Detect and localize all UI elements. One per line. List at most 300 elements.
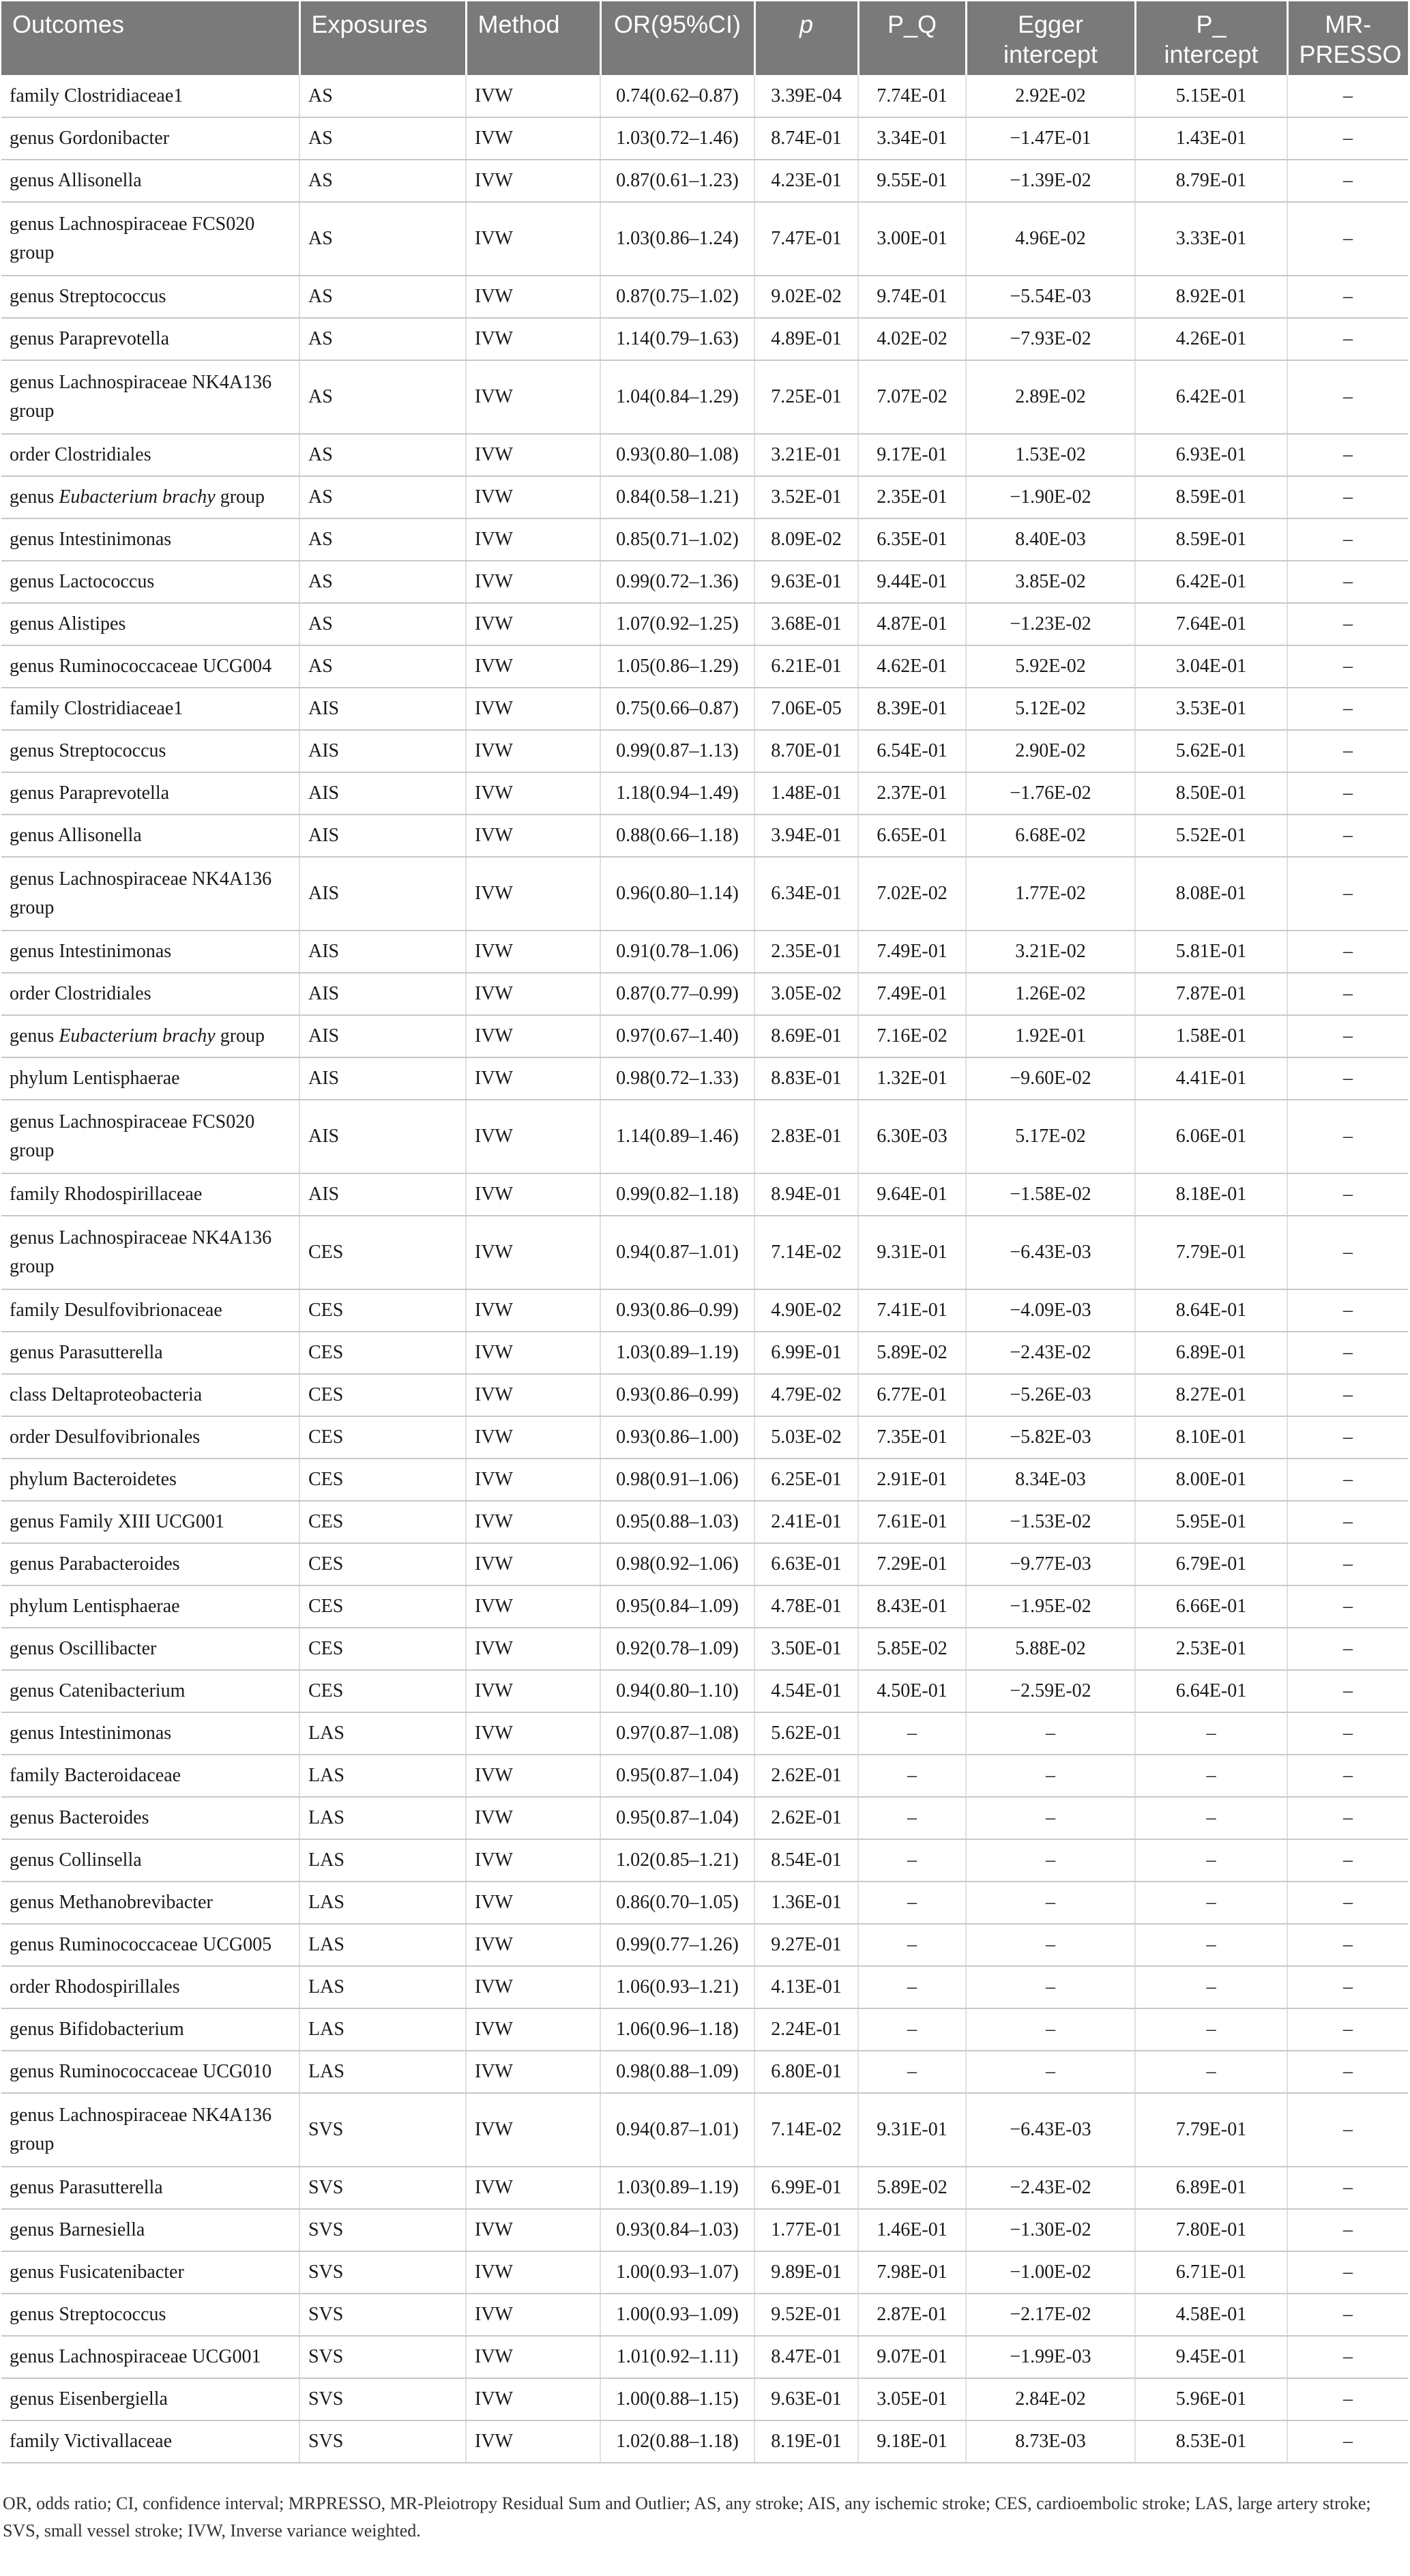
col-header-p-intercept: P_ intercept xyxy=(1135,1,1287,75)
cell-p-intercept: 6.66E-01 xyxy=(1135,1585,1287,1628)
cell-p-q: 2.91E-01 xyxy=(858,1459,966,1501)
cell-mr-presso: – xyxy=(1287,1289,1408,1332)
cell-mr-presso: – xyxy=(1287,1966,1408,2008)
cell-or-ci: 1.03(0.86–1.24) xyxy=(600,202,754,276)
cell-mr-presso: – xyxy=(1287,202,1408,276)
cell-or-ci: 1.14(0.79–1.63) xyxy=(600,318,754,360)
cell-method: IVW xyxy=(466,202,600,276)
cell-exposure: AIS xyxy=(299,730,466,772)
cell-or-ci: 0.94(0.80–1.10) xyxy=(600,1670,754,1712)
cell-exposure: LAS xyxy=(299,2008,466,2051)
table-row xyxy=(1,1670,1408,1712)
cell-method: IVW xyxy=(466,1924,600,1966)
cell-p-value: 4.79E-02 xyxy=(754,1374,858,1416)
cell-method: IVW xyxy=(466,2051,600,2093)
cell-p-q: 4.02E-02 xyxy=(858,318,966,360)
cell-mr-presso: – xyxy=(1287,2336,1408,2378)
cell-p-q: 2.87E-01 xyxy=(858,2294,966,2336)
cell-or-ci: 0.98(0.88–1.09) xyxy=(600,2051,754,2093)
table-row xyxy=(1,2336,1408,2378)
cell-outcome: genus Streptococcus xyxy=(1,2294,299,2336)
cell-p-value: 9.52E-01 xyxy=(754,2294,858,2336)
cell-or-ci: 0.95(0.88–1.03) xyxy=(600,1501,754,1543)
cell-method: IVW xyxy=(466,1839,600,1882)
cell-p-value: 1.77E-01 xyxy=(754,2209,858,2251)
cell-method: IVW xyxy=(466,815,600,857)
table-row xyxy=(1,2251,1408,2294)
cell-p-value: 8.74E-01 xyxy=(754,117,858,160)
cell-p-intercept: – xyxy=(1135,1839,1287,1882)
cell-exposure: SVS xyxy=(299,2420,466,2463)
cell-outcome: genus Lachnospiraceae UCG001 xyxy=(1,2336,299,2378)
cell-outcome: order Clostridiales xyxy=(1,434,299,476)
cell-exposure: AIS xyxy=(299,1100,466,1173)
cell-exposure: AIS xyxy=(299,772,466,815)
table-row xyxy=(1,931,1408,973)
cell-p-q: 7.07E-02 xyxy=(858,360,966,434)
cell-mr-presso: – xyxy=(1287,1459,1408,1501)
cell-egger-intercept: – xyxy=(966,2008,1135,2051)
cell-mr-presso: – xyxy=(1287,518,1408,561)
table-row xyxy=(1,202,1408,276)
cell-mr-presso: – xyxy=(1287,1924,1408,1966)
cell-p-q: 3.00E-01 xyxy=(858,202,966,276)
cell-exposure: AS xyxy=(299,318,466,360)
cell-egger-intercept: 2.92E-02 xyxy=(966,75,1135,117)
cell-p-intercept: – xyxy=(1135,1755,1287,1797)
cell-exposure: AIS xyxy=(299,931,466,973)
cell-exposure: LAS xyxy=(299,1966,466,2008)
cell-or-ci: 0.93(0.86–1.00) xyxy=(600,1416,754,1459)
col-header-p-text: p xyxy=(799,10,814,38)
cell-p-intercept: – xyxy=(1135,1966,1287,2008)
cell-outcome: phylum Bacteroidetes xyxy=(1,1459,299,1501)
cell-or-ci: 0.87(0.75–1.02) xyxy=(600,276,754,318)
table-row xyxy=(1,1712,1408,1755)
col-header-or: OR(95%CI) xyxy=(600,1,754,75)
cell-or-ci: 1.18(0.94–1.49) xyxy=(600,772,754,815)
cell-egger-intercept: 1.77E-02 xyxy=(966,857,1135,931)
col-header-mr-presso: MR-PRESSO xyxy=(1287,1,1408,75)
cell-p-value: 4.54E-01 xyxy=(754,1670,858,1712)
cell-p-intercept: 7.79E-01 xyxy=(1135,1216,1287,1289)
cell-p-q: 9.44E-01 xyxy=(858,561,966,603)
cell-p-value: 5.62E-01 xyxy=(754,1712,858,1755)
cell-exposure: AS xyxy=(299,645,466,688)
cell-method: IVW xyxy=(466,476,600,518)
cell-egger-intercept: −1.39E-02 xyxy=(966,160,1135,202)
cell-outcome: genus Fusicatenibacter xyxy=(1,2251,299,2294)
cell-mr-presso: – xyxy=(1287,1712,1408,1755)
cell-mr-presso: – xyxy=(1287,2294,1408,2336)
cell-or-ci: 0.98(0.92–1.06) xyxy=(600,1543,754,1585)
cell-p-value: 7.47E-01 xyxy=(754,202,858,276)
cell-p-intercept: 6.64E-01 xyxy=(1135,1670,1287,1712)
cell-p-intercept: – xyxy=(1135,1882,1287,1924)
cell-p-q: – xyxy=(858,1966,966,2008)
cell-or-ci: 1.04(0.84–1.29) xyxy=(600,360,754,434)
cell-p-intercept: 8.92E-01 xyxy=(1135,276,1287,318)
cell-egger-intercept: −9.77E-03 xyxy=(966,1543,1135,1585)
cell-mr-presso: – xyxy=(1287,1797,1408,1839)
cell-p-intercept: 4.58E-01 xyxy=(1135,2294,1287,2336)
cell-p-q: 9.64E-01 xyxy=(858,1173,966,1216)
cell-mr-presso: – xyxy=(1287,973,1408,1015)
cell-egger-intercept: −2.43E-02 xyxy=(966,1332,1135,1374)
cell-outcome: genus Paraprevotella xyxy=(1,318,299,360)
table-row xyxy=(1,1416,1408,1459)
cell-p-value: 6.34E-01 xyxy=(754,857,858,931)
cell-exposure: CES xyxy=(299,1585,466,1628)
cell-p-intercept: – xyxy=(1135,2008,1287,2051)
cell-p-intercept: 6.89E-01 xyxy=(1135,1332,1287,1374)
cell-or-ci: 0.87(0.61–1.23) xyxy=(600,160,754,202)
cell-mr-presso: – xyxy=(1287,117,1408,160)
col-header-outcomes: Outcomes xyxy=(1,1,299,75)
cell-p-intercept: 6.71E-01 xyxy=(1135,2251,1287,2294)
cell-p-value: 2.41E-01 xyxy=(754,1501,858,1543)
cell-method: IVW xyxy=(466,1755,600,1797)
cell-method: IVW xyxy=(466,1882,600,1924)
table-row xyxy=(1,730,1408,772)
cell-p-value: 4.78E-01 xyxy=(754,1585,858,1628)
cell-exposure: SVS xyxy=(299,2251,466,2294)
cell-mr-presso: – xyxy=(1287,2093,1408,2167)
cell-or-ci: 0.87(0.77–0.99) xyxy=(600,973,754,1015)
cell-p-intercept: 4.26E-01 xyxy=(1135,318,1287,360)
cell-or-ci: 0.95(0.87–1.04) xyxy=(600,1755,754,1797)
cell-or-ci: 0.95(0.87–1.04) xyxy=(600,1797,754,1839)
cell-p-q: 5.85E-02 xyxy=(858,1628,966,1670)
cell-outcome: genus Bacteroides xyxy=(1,1797,299,1839)
cell-p-q: – xyxy=(858,2051,966,2093)
cell-exposure: AS xyxy=(299,160,466,202)
cell-exposure: AIS xyxy=(299,1015,466,1057)
cell-p-value: 8.69E-01 xyxy=(754,1015,858,1057)
cell-method: IVW xyxy=(466,973,600,1015)
cell-mr-presso: – xyxy=(1287,1057,1408,1100)
cell-or-ci: 1.02(0.88–1.18) xyxy=(600,2420,754,2463)
cell-p-q: 9.55E-01 xyxy=(858,160,966,202)
cell-egger-intercept: −1.90E-02 xyxy=(966,476,1135,518)
cell-egger-intercept: 8.73E-03 xyxy=(966,2420,1135,2463)
table-row xyxy=(1,434,1408,476)
cell-p-value: 8.19E-01 xyxy=(754,2420,858,2463)
cell-p-q: 4.50E-01 xyxy=(858,1670,966,1712)
table-row xyxy=(1,1543,1408,1585)
cell-p-value: 6.25E-01 xyxy=(754,1459,858,1501)
cell-p-q: 6.54E-01 xyxy=(858,730,966,772)
cell-p-intercept: 6.93E-01 xyxy=(1135,434,1287,476)
cell-p-intercept: 8.50E-01 xyxy=(1135,772,1287,815)
cell-exposure: CES xyxy=(299,1216,466,1289)
cell-p-value: 8.47E-01 xyxy=(754,2336,858,2378)
cell-p-intercept: 7.80E-01 xyxy=(1135,2209,1287,2251)
table-row xyxy=(1,645,1408,688)
cell-outcome: genus Eubacterium brachy group xyxy=(1,476,299,518)
cell-outcome: phylum Lentisphaerae xyxy=(1,1057,299,1100)
cell-exposure: AIS xyxy=(299,973,466,1015)
cell-p-intercept: 6.79E-01 xyxy=(1135,1543,1287,1585)
cell-p-q: 6.30E-03 xyxy=(858,1100,966,1173)
cell-exposure: SVS xyxy=(299,2209,466,2251)
cell-egger-intercept: −1.23E-02 xyxy=(966,603,1135,645)
cell-p-value: 7.14E-02 xyxy=(754,2093,858,2167)
cell-p-intercept: 8.59E-01 xyxy=(1135,518,1287,561)
cell-p-intercept: 2.53E-01 xyxy=(1135,1628,1287,1670)
cell-egger-intercept: −1.53E-02 xyxy=(966,1501,1135,1543)
cell-p-q: 6.77E-01 xyxy=(858,1374,966,1416)
cell-outcome: genus Catenibacterium xyxy=(1,1670,299,1712)
table-row xyxy=(1,318,1408,360)
cell-p-q: 8.43E-01 xyxy=(858,1585,966,1628)
cell-p-intercept: 7.64E-01 xyxy=(1135,603,1287,645)
cell-p-intercept: 6.42E-01 xyxy=(1135,360,1287,434)
cell-method: IVW xyxy=(466,117,600,160)
cell-p-intercept: 8.08E-01 xyxy=(1135,857,1287,931)
cell-mr-presso: – xyxy=(1287,603,1408,645)
cell-method: IVW xyxy=(466,645,600,688)
table-footnote: OR, odds ratio; CI, confidence interval; MRPRESSO, MR-Pleiotropy Residual Sum and Outlier; AS, any stroke; AIS, any ischemic stroke; CES, cardioembolic stroke; LAS, large artery stroke; SVS, small vessel stroke; IVW, Inverse variance weighted. xyxy=(3,2493,1371,2541)
cell-outcome: genus Lachnospiraceae FCS020 group xyxy=(1,1100,299,1173)
cell-exposure: AS xyxy=(299,434,466,476)
cell-exposure: LAS xyxy=(299,1839,466,1882)
cell-p-q: 4.87E-01 xyxy=(858,603,966,645)
cell-or-ci: 0.94(0.87–1.01) xyxy=(600,2093,754,2167)
cell-mr-presso: – xyxy=(1287,1216,1408,1289)
cell-method: IVW xyxy=(466,1374,600,1416)
cell-egger-intercept: 8.40E-03 xyxy=(966,518,1135,561)
cell-or-ci: 0.94(0.87–1.01) xyxy=(600,1216,754,1289)
cell-or-ci: 1.06(0.93–1.21) xyxy=(600,1966,754,2008)
table-row xyxy=(1,1628,1408,1670)
cell-method: IVW xyxy=(466,518,600,561)
cell-egger-intercept: −1.99E-03 xyxy=(966,2336,1135,2378)
cell-p-intercept: 7.87E-01 xyxy=(1135,973,1287,1015)
cell-or-ci: 0.93(0.84–1.03) xyxy=(600,2209,754,2251)
cell-or-ci: 0.98(0.72–1.33) xyxy=(600,1057,754,1100)
cell-method: IVW xyxy=(466,276,600,318)
cell-p-value: 2.35E-01 xyxy=(754,931,858,973)
cell-or-ci: 0.92(0.78–1.09) xyxy=(600,1628,754,1670)
cell-outcome: genus Lachnospiraceae FCS020 group xyxy=(1,202,299,276)
cell-p-intercept: 6.89E-01 xyxy=(1135,2167,1287,2209)
cell-mr-presso: – xyxy=(1287,1755,1408,1797)
cell-mr-presso: – xyxy=(1287,1628,1408,1670)
cell-or-ci: 0.93(0.86–0.99) xyxy=(600,1289,754,1332)
cell-egger-intercept: – xyxy=(966,1966,1135,2008)
cell-p-q: – xyxy=(858,1712,966,1755)
cell-outcome: genus Barnesiella xyxy=(1,2209,299,2251)
cell-p-value: 2.62E-01 xyxy=(754,1797,858,1839)
table-row xyxy=(1,1289,1408,1332)
cell-p-q: 1.46E-01 xyxy=(858,2209,966,2251)
cell-exposure: CES xyxy=(299,1416,466,1459)
cell-p-intercept: 5.81E-01 xyxy=(1135,931,1287,973)
cell-exposure: LAS xyxy=(299,1924,466,1966)
cell-p-q: 3.05E-01 xyxy=(858,2378,966,2420)
cell-p-intercept: 8.00E-01 xyxy=(1135,1459,1287,1501)
cell-method: IVW xyxy=(466,1459,600,1501)
cell-mr-presso: – xyxy=(1287,730,1408,772)
cell-p-q: 2.37E-01 xyxy=(858,772,966,815)
cell-p-value: 5.03E-02 xyxy=(754,1416,858,1459)
table-row xyxy=(1,1755,1408,1797)
cell-exposure: AS xyxy=(299,276,466,318)
table-row xyxy=(1,772,1408,815)
cell-outcome: family Clostridiaceae1 xyxy=(1,688,299,730)
cell-egger-intercept: 3.85E-02 xyxy=(966,561,1135,603)
table-body xyxy=(1,75,1408,2463)
cell-p-intercept: 3.33E-01 xyxy=(1135,202,1287,276)
cell-outcome: genus Eubacterium brachy group xyxy=(1,1015,299,1057)
cell-p-intercept: 3.53E-01 xyxy=(1135,688,1287,730)
cell-exposure: AS xyxy=(299,561,466,603)
cell-or-ci: 0.97(0.67–1.40) xyxy=(600,1015,754,1057)
cell-p-intercept: 8.79E-01 xyxy=(1135,160,1287,202)
cell-outcome: family Victivallaceae xyxy=(1,2420,299,2463)
cell-or-ci: 0.95(0.84–1.09) xyxy=(600,1585,754,1628)
cell-p-value: 7.25E-01 xyxy=(754,360,858,434)
cell-outcome: genus Paraprevotella xyxy=(1,772,299,815)
cell-method: IVW xyxy=(466,1585,600,1628)
cell-method: IVW xyxy=(466,1797,600,1839)
cell-egger-intercept: – xyxy=(966,1882,1135,1924)
table-row xyxy=(1,2167,1408,2209)
cell-p-intercept: 8.64E-01 xyxy=(1135,1289,1287,1332)
cell-p-q: 9.17E-01 xyxy=(858,434,966,476)
cell-p-value: 6.99E-01 xyxy=(754,2167,858,2209)
cell-exposure: AS xyxy=(299,360,466,434)
cell-mr-presso: – xyxy=(1287,688,1408,730)
cell-p-value: 8.94E-01 xyxy=(754,1173,858,1216)
cell-mr-presso: – xyxy=(1287,1839,1408,1882)
cell-method: IVW xyxy=(466,2167,600,2209)
cell-or-ci: 1.01(0.92–1.11) xyxy=(600,2336,754,2378)
cell-p-q: 7.98E-01 xyxy=(858,2251,966,2294)
cell-method: IVW xyxy=(466,2336,600,2378)
cell-p-q: 3.34E-01 xyxy=(858,117,966,160)
cell-egger-intercept: −1.58E-02 xyxy=(966,1173,1135,1216)
table-row xyxy=(1,1100,1408,1173)
cell-method: IVW xyxy=(466,1966,600,2008)
cell-p-intercept: 5.62E-01 xyxy=(1135,730,1287,772)
cell-outcome: order Clostridiales xyxy=(1,973,299,1015)
cell-method: IVW xyxy=(466,75,600,117)
cell-or-ci: 0.99(0.77–1.26) xyxy=(600,1924,754,1966)
cell-p-q: 7.74E-01 xyxy=(858,75,966,117)
cell-egger-intercept: 5.88E-02 xyxy=(966,1628,1135,1670)
cell-outcome: genus Parasutterella xyxy=(1,2167,299,2209)
table-row xyxy=(1,2294,1408,2336)
cell-outcome: genus Allisonella xyxy=(1,160,299,202)
cell-exposure: CES xyxy=(299,1459,466,1501)
cell-mr-presso: – xyxy=(1287,476,1408,518)
cell-method: IVW xyxy=(466,1332,600,1374)
cell-egger-intercept: −5.26E-03 xyxy=(966,1374,1135,1416)
cell-outcome: genus Gordonibacter xyxy=(1,117,299,160)
table-row xyxy=(1,1057,1408,1100)
cell-mr-presso: – xyxy=(1287,2209,1408,2251)
cell-egger-intercept: – xyxy=(966,1712,1135,1755)
table-row xyxy=(1,1966,1408,2008)
cell-egger-intercept: −5.54E-03 xyxy=(966,276,1135,318)
cell-egger-intercept: −6.43E-03 xyxy=(966,2093,1135,2167)
cell-method: IVW xyxy=(466,1015,600,1057)
cell-p-intercept: 8.59E-01 xyxy=(1135,476,1287,518)
cell-or-ci: 0.93(0.86–0.99) xyxy=(600,1374,754,1416)
cell-p-value: 3.50E-01 xyxy=(754,1628,858,1670)
cell-egger-intercept: 8.34E-03 xyxy=(966,1459,1135,1501)
cell-mr-presso: – xyxy=(1287,1100,1408,1173)
cell-or-ci: 0.84(0.58–1.21) xyxy=(600,476,754,518)
cell-method: IVW xyxy=(466,2008,600,2051)
table-row xyxy=(1,688,1408,730)
cell-exposure: CES xyxy=(299,1670,466,1712)
cell-p-value: 7.14E-02 xyxy=(754,1216,858,1289)
cell-method: IVW xyxy=(466,1712,600,1755)
cell-outcome: order Rhodospirillales xyxy=(1,1966,299,2008)
cell-p-value: 2.24E-01 xyxy=(754,2008,858,2051)
cell-exposure: CES xyxy=(299,1289,466,1332)
cell-mr-presso: – xyxy=(1287,561,1408,603)
cell-p-intercept: – xyxy=(1135,2051,1287,2093)
cell-p-value: 6.99E-01 xyxy=(754,1332,858,1374)
cell-p-q: 5.89E-02 xyxy=(858,2167,966,2209)
cell-p-intercept: 4.41E-01 xyxy=(1135,1057,1287,1100)
cell-p-intercept: 1.58E-01 xyxy=(1135,1015,1287,1057)
cell-p-intercept: 8.27E-01 xyxy=(1135,1374,1287,1416)
cell-p-q: 6.65E-01 xyxy=(858,815,966,857)
cell-method: IVW xyxy=(466,2294,600,2336)
cell-exposure: SVS xyxy=(299,2093,466,2167)
cell-method: IVW xyxy=(466,1289,600,1332)
cell-mr-presso: – xyxy=(1287,2378,1408,2420)
cell-method: IVW xyxy=(466,2209,600,2251)
cell-p-q: – xyxy=(858,1839,966,1882)
cell-method: IVW xyxy=(466,1173,600,1216)
cell-outcome: genus Lachnospiraceae NK4A136 group xyxy=(1,1216,299,1289)
cell-p-value: 1.48E-01 xyxy=(754,772,858,815)
cell-mr-presso: – xyxy=(1287,1585,1408,1628)
cell-egger-intercept: 5.17E-02 xyxy=(966,1100,1135,1173)
cell-p-q: – xyxy=(858,1882,966,1924)
cell-egger-intercept: 6.68E-02 xyxy=(966,815,1135,857)
cell-p-intercept: 5.52E-01 xyxy=(1135,815,1287,857)
table-row xyxy=(1,1839,1408,1882)
cell-p-intercept: 8.18E-01 xyxy=(1135,1173,1287,1216)
cell-p-value: 2.83E-01 xyxy=(754,1100,858,1173)
cell-egger-intercept: −4.09E-03 xyxy=(966,1289,1135,1332)
cell-p-value: 6.80E-01 xyxy=(754,2051,858,2093)
cell-p-value: 4.90E-02 xyxy=(754,1289,858,1332)
table-row xyxy=(1,2051,1408,2093)
cell-exposure: SVS xyxy=(299,2336,466,2378)
cell-outcome: genus Ruminococcaceae UCG005 xyxy=(1,1924,299,1966)
cell-mr-presso: – xyxy=(1287,1416,1408,1459)
cell-mr-presso: – xyxy=(1287,2051,1408,2093)
cell-exposure: AS xyxy=(299,603,466,645)
col-header-method: Method xyxy=(466,1,600,75)
cell-p-q: 7.02E-02 xyxy=(858,857,966,931)
cell-method: IVW xyxy=(466,603,600,645)
cell-egger-intercept: −2.43E-02 xyxy=(966,2167,1135,2209)
cell-or-ci: 0.75(0.66–0.87) xyxy=(600,688,754,730)
col-header-p-q: P_Q xyxy=(858,1,966,75)
cell-p-value: 3.52E-01 xyxy=(754,476,858,518)
cell-p-intercept: 6.42E-01 xyxy=(1135,561,1287,603)
cell-outcome: genus Allisonella xyxy=(1,815,299,857)
